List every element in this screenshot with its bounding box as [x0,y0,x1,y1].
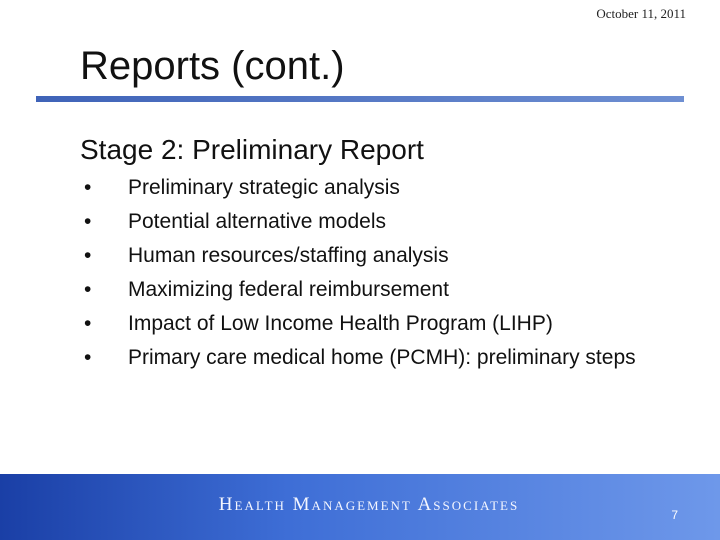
bullet-text: Impact of Low Income Health Program (LIHP) [128,312,553,335]
bullet-icon: • [84,346,92,369]
bullet-list [80,174,660,378]
bullet-item [80,276,660,304]
title-underline [36,96,684,102]
bullet-text: Maximizing federal reimbursement [128,278,449,301]
bullet-item [80,344,660,372]
bullet-item [80,174,660,202]
bullet-icon: • [84,312,92,335]
page-number: 7 [671,508,678,522]
bullet-text: Primary care medical home (PCMH): preliminary steps [128,346,636,369]
bullet-icon: • [84,176,92,199]
bullet-text: Preliminary strategic analysis [128,176,400,199]
bullet-text: Human resources/staffing analysis [128,244,449,267]
section-heading: Stage 2: Preliminary Report [80,134,424,165]
slide-title: Reports (cont.) [80,44,345,88]
slide-date: October 11, 2011 [596,6,686,21]
bullet-text: Potential alternative models [128,210,386,233]
bullet-icon: • [84,278,92,301]
bullet-icon: • [84,210,92,233]
company-logo: Health Management Associates [218,494,520,515]
bullet-icon: • [84,244,92,267]
footer-bar [0,474,720,540]
bullet-item [80,208,660,236]
bullet-item [80,310,660,338]
bullet-item [80,242,660,270]
